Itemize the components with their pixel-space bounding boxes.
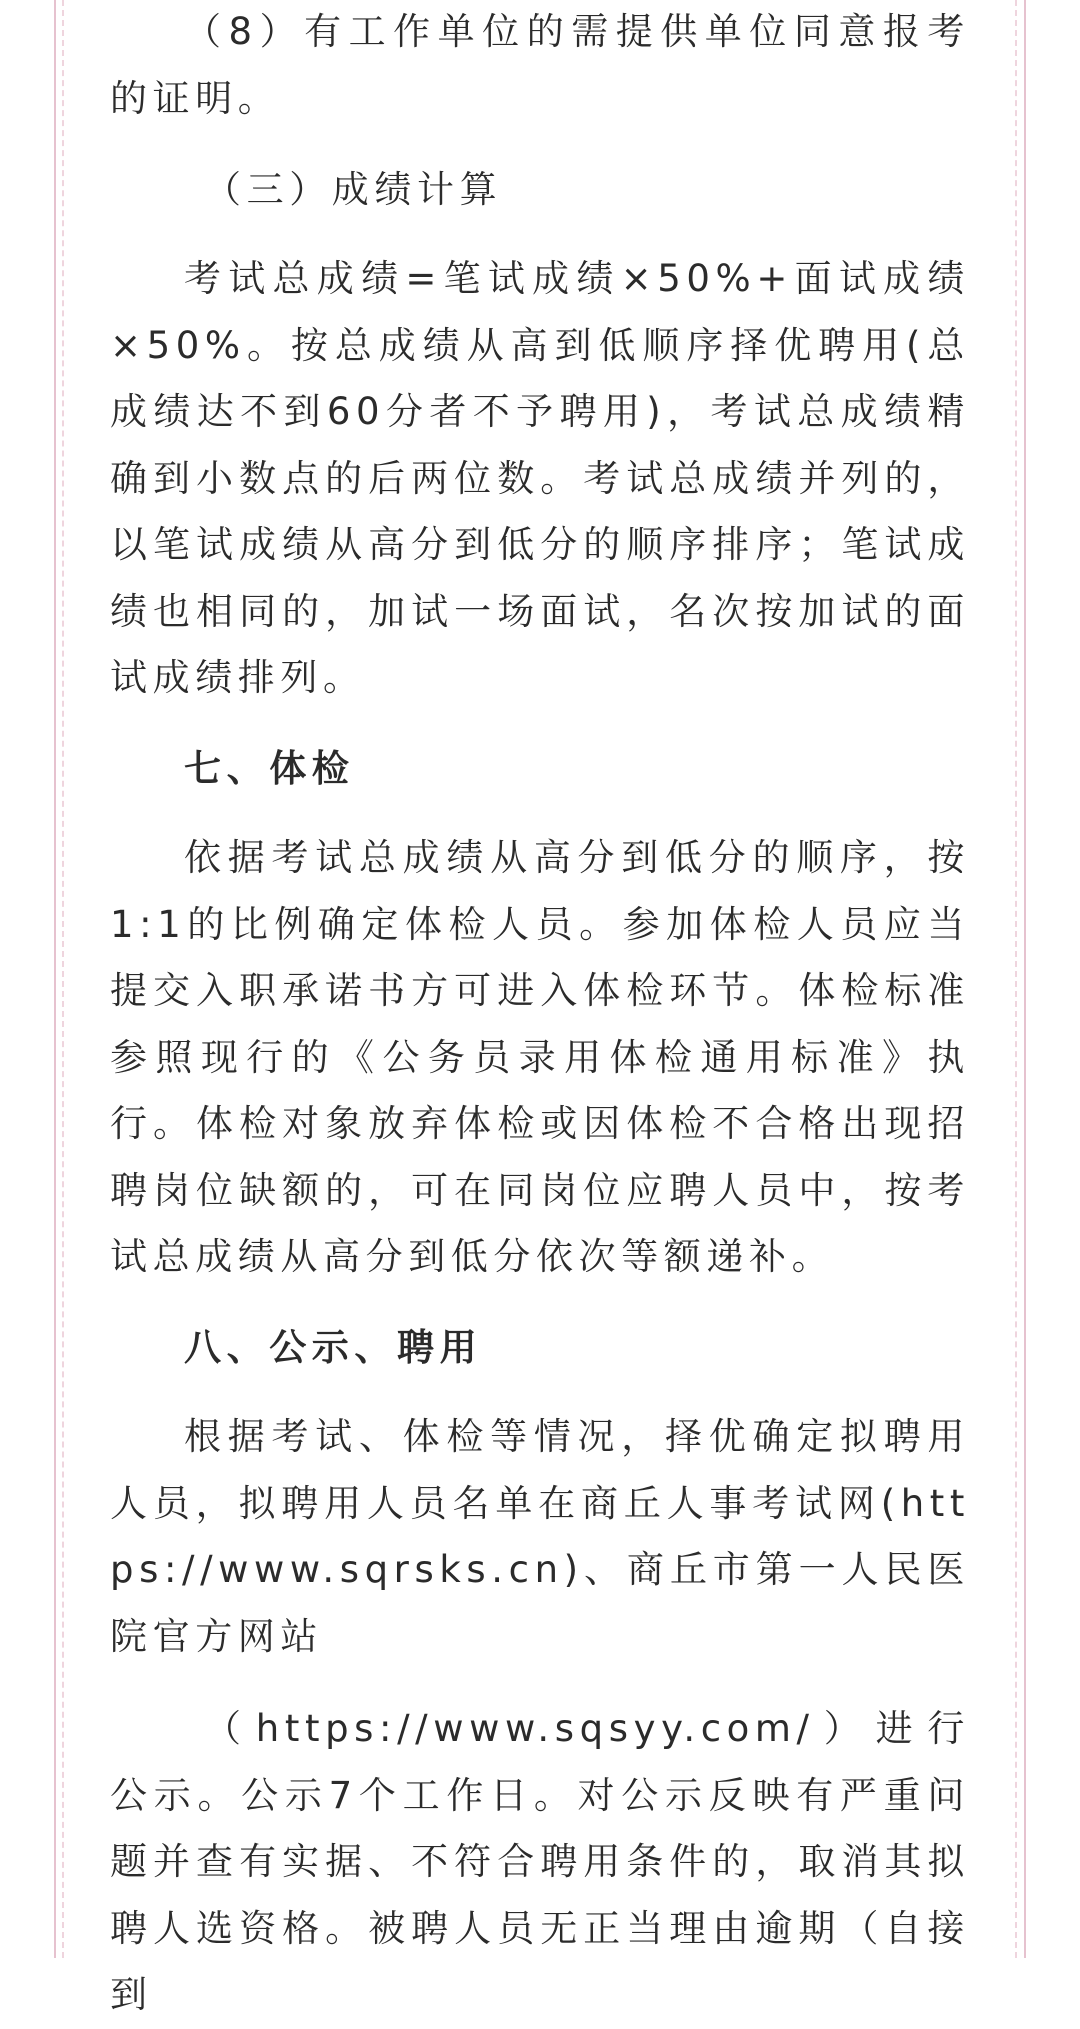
physical-exam-heading: 七、体检 — [184, 747, 355, 790]
right-border-inner — [1015, 0, 1017, 1958]
publicity-hiring-heading: 八、公示、聘用 — [184, 1326, 483, 1369]
left-border-outer — [54, 0, 56, 1958]
score-calculation-heading: （三）成绩计算 — [204, 168, 503, 211]
right-border-outer — [1024, 0, 1026, 1958]
item-8-paragraph: （8）有工作单位的需提供单位同意报考的证明。 — [110, 10, 970, 120]
score-calculation-paragraph: 考试总成绩=笔试成绩×50%+面试成绩×50%。按总成绩从高到低顺序择优聘用(总成绩达不到60分者不予聘用)，考试总成绩精确到小数点的后两位数。考试总成绩并列的，以笔试成绩从高分到低分的顺序排序；笔试成绩也相同的，加试一场面试，名次按加试的面试成绩排列。 — [110, 257, 970, 699]
publicity-paragraph: 根据考试、体检等情况，择优确定拟聘用人员，拟聘用人员名单在商丘人事考试网(https://www.sqrsks.cn)、商丘市第一人民医院官方网站 — [110, 1415, 970, 1658]
publicity-url-paragraph: （https://www.sqsyy.com/）进行公示。公示7个工作日。对公示反映有严重问题并查有实据、不符合聘用条件的，取消其拟聘人选资格。被聘人员无正当理由逾期（自接到 — [110, 1707, 970, 2016]
left-border-inner — [62, 0, 64, 1958]
physical-exam-paragraph: 依据考试总成绩从高分到低分的顺序，按1:1的比例确定体检人员。参加体检人员应当提交入职承诺书方可进入体检环节。体检标准参照现行的《公务员录用体检通用标准》执行。体检对象放弃体检或因体检不合格出现招聘岗位缺额的，可在同岗位应聘人员中，按考试总成绩从高分到低分依次等额递补。 — [110, 836, 970, 1278]
